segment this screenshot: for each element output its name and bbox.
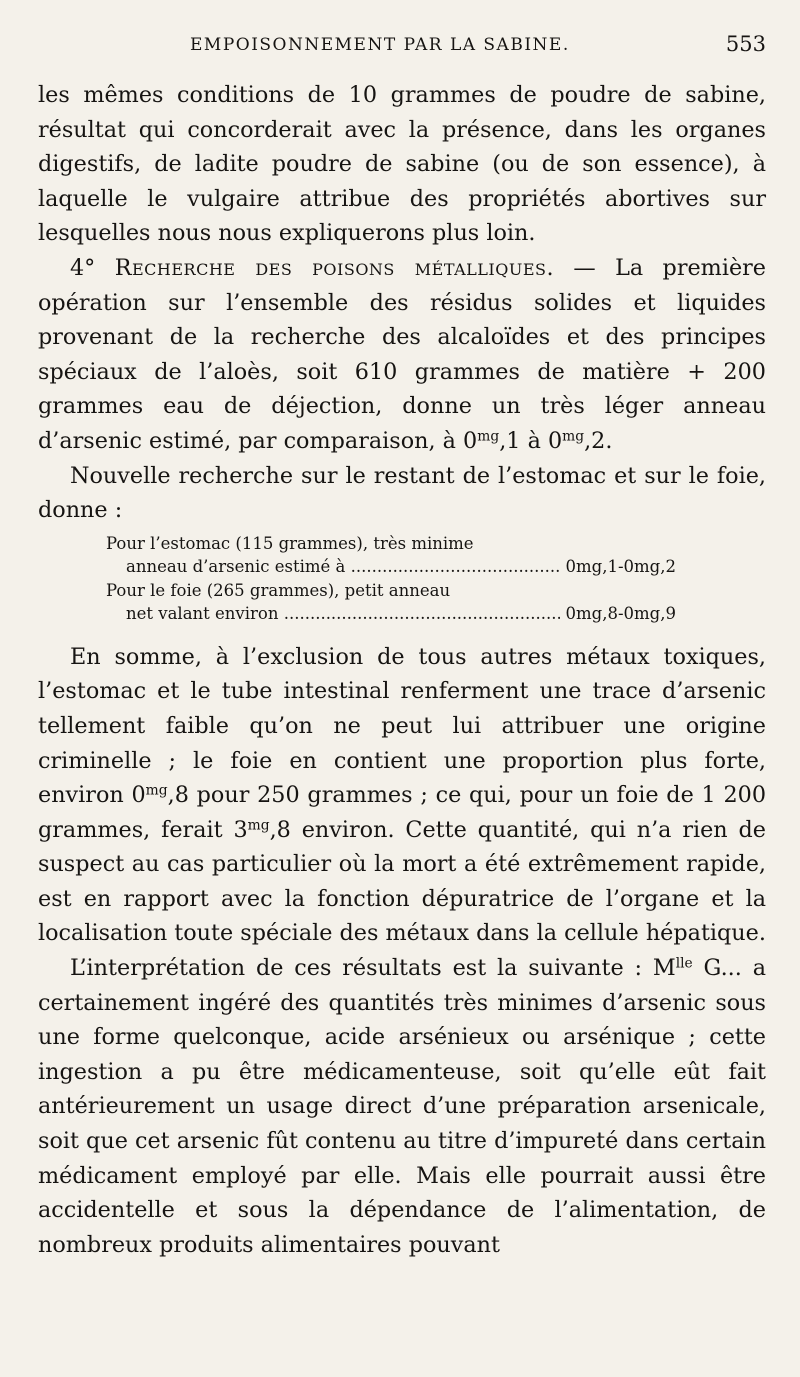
section-number: 4° (70, 254, 96, 281)
body-text (38, 78, 766, 1262)
result-estomac-line1: Pour l’estomac (115 grammes), très minime (106, 533, 474, 553)
paragraph-interpretation: L’interprétation de ces résultats est la suivante : $M^{lle}$ G... a certainement ingéré des quantités très minimes d’arsenic sous une forme quelconque, acide arsénieux ou arsénique ; cette ingestion a pu être médicamenteuse, soit qu’elle eût fait antérieurement un usage direct d’une préparation arsenicale, soit que cet arsenic fût contenu au titre d’impureté dans certain médicament employé par elle. Mais elle pourrait aussi être accidentelle et sous la dépendance de l’alimentation, de nombreux produits alimentaires pouvant (38, 955, 766, 1258)
result-foie-line2: net valant environ ..... 0mg,8-0mg,9 (106, 602, 676, 626)
paragraph-new-search: Nouvelle recherche sur le restant de l’estomac et sur le foie, donne : (38, 462, 766, 524)
page-number: 553 (725, 32, 766, 56)
result-estomac-line2: anneau d’arsenic estimé à ..... 0mg,1-0mg,2 (106, 555, 676, 579)
result-foie-value: 0mg,8-0mg,9 (565, 604, 676, 624)
results-list (106, 532, 676, 626)
section-heading: Recherche des poisons métalliques. (114, 254, 555, 281)
running-title: EMPOISONNEMENT PAR LA SABINE. (190, 35, 570, 55)
result-estomac-value: 0mg,1-0mg,2 (565, 557, 676, 577)
paragraph-metallic-poisons: 4° Recherche des poisons métalliques. — La première opération sur l’ensemble des résidus solides et liquides provenant de la recherche des alcaloïdes et des principes spéciaux de l’aloès, soit 610 grammes de matière + 200 grammes eau de déjection, donne un très léger anneau d’arsenic estimé, par comparaison, à $0^{mg},1$ à $0^{mg},2$. (38, 254, 766, 454)
paragraph-en-somme: En somme, à l’exclusion de tous autres métaux toxiques, l’estomac et le tube intestinal renferment une trace d’arsenic tellement faible qu’on ne peut lui attribuer une origine criminelle ; le foie en contient une proportion plus forte, environ $0^{mg},8$ pour 250 grammes ; ce qui, pour un foie de 1 200 grammes, ferait $3^{mg},8$ environ. Cette quantité, qui n’a rien de suspect au cas particulier où la mort a été extrêmement rapide, est en rapport avec la fonction dépuratrice de l’organe et la localisation toute spéciale des métaux dans la cellule hépatique. (38, 643, 767, 947)
result-foie-line1: Pour le foie (265 grammes), petit anneau (106, 580, 451, 600)
page-header (0, 32, 800, 64)
paragraph-sabine-powder: les mêmes conditions de 10 grammes de poudre de sabine, résultat qui concorderait avec la présence, dans les organes digestifs, de ladite poudre de sabine (ou de son essence), à laquelle le vulgaire attribue des propriétés abortives sur lesquelles nous nous expliquerons plus loin. (38, 82, 766, 247)
